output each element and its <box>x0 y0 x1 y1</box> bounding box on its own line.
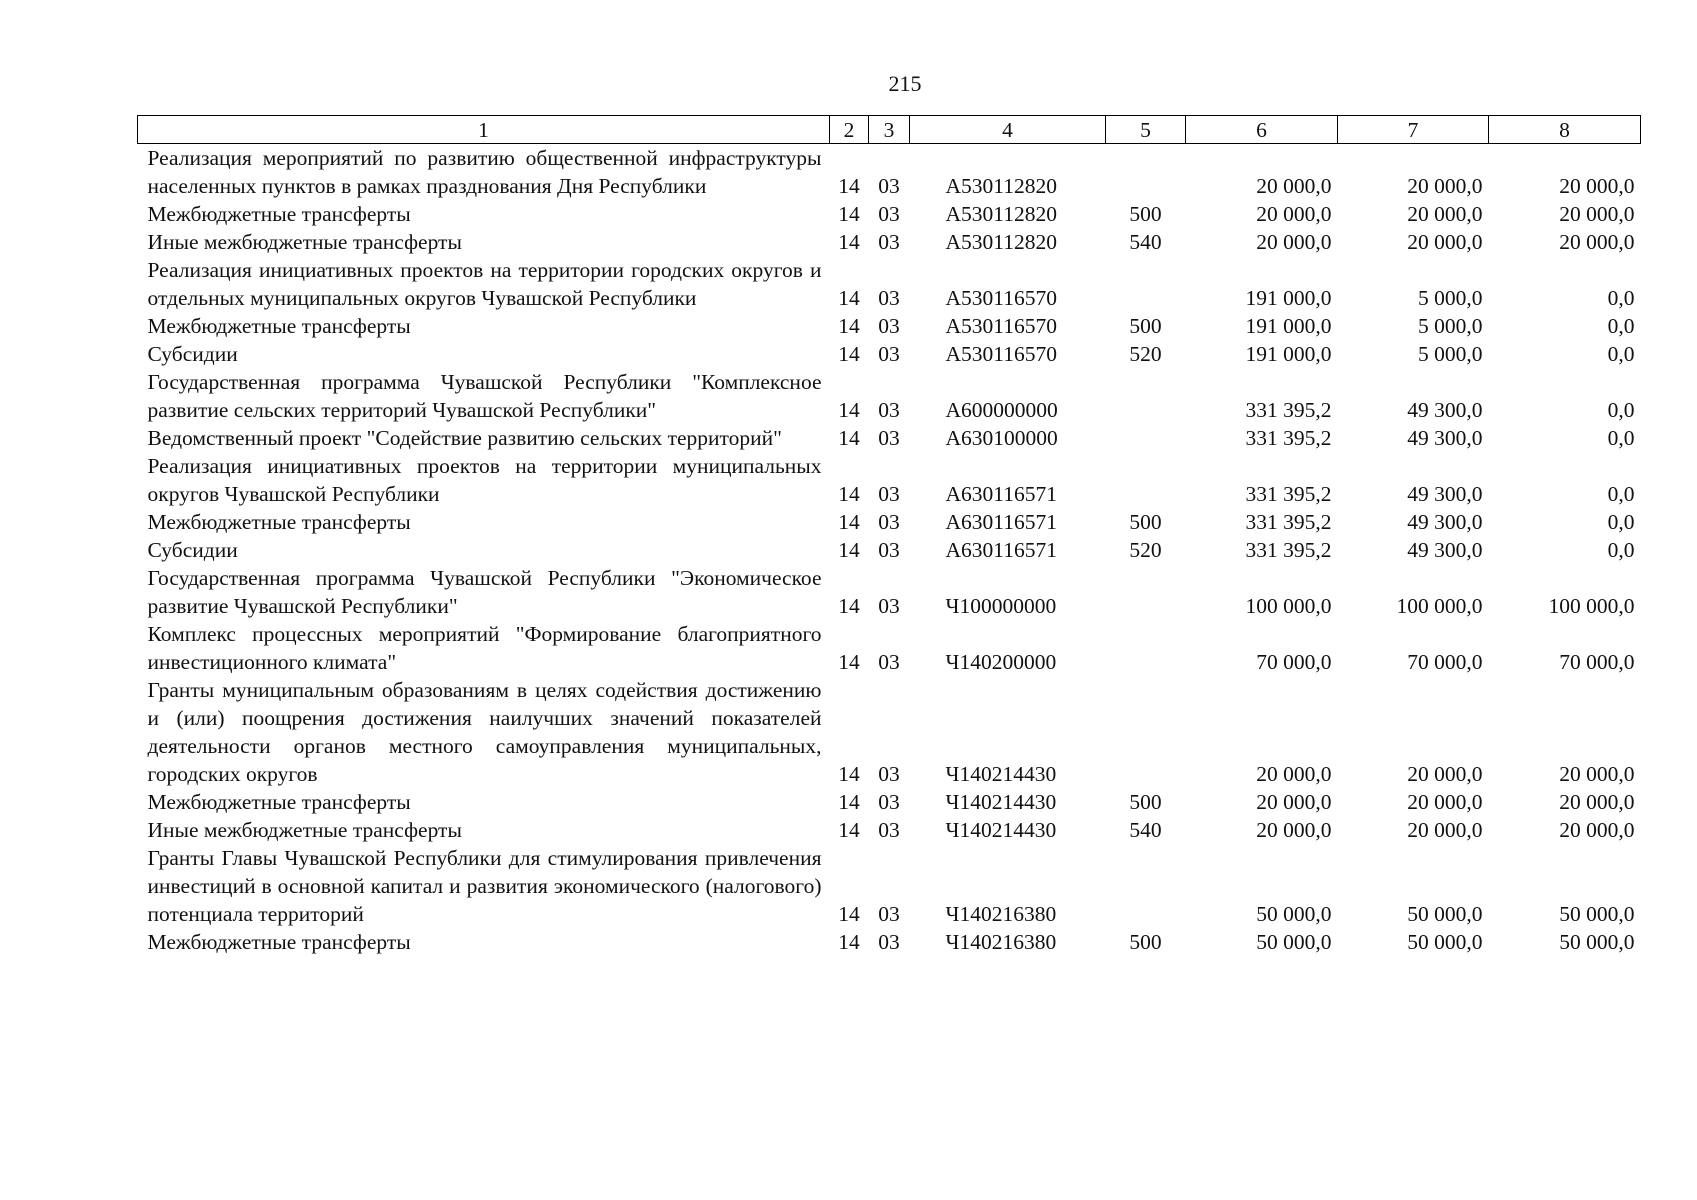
row-amount-col6-cell: 191 000,0 <box>1245 342 1332 366</box>
row-name-cell: Реализация мероприятий по развитию общественной инфраструктуры населенных пунктов в рамках празднования Дня Республики <box>147 146 822 198</box>
row-name-cell: Межбюджетные трансферты <box>147 790 411 814</box>
row-amount-col7-cell: 20 000,0 <box>1407 762 1483 786</box>
row-name-cell: Ведомственный проект "Содействие развитию сельских территорий" <box>147 426 782 450</box>
row-section-cell: 14 <box>838 818 860 842</box>
row-subsection-cell: 03 <box>878 398 900 422</box>
row-section-cell: 14 <box>838 230 860 254</box>
table-row <box>138 256 1641 312</box>
row-amount-col6-cell: 20 000,0 <box>1256 230 1332 254</box>
table-row <box>138 788 1641 816</box>
row-section-cell: 14 <box>838 762 860 786</box>
row-name-cell: Государственная программа Чувашской Республики "Экономическое развитие Чувашской Республики" <box>147 566 822 618</box>
row-amount-col8-cell: 70 000,0 <box>1559 650 1635 674</box>
header-col-6: 6 <box>1186 116 1338 144</box>
row-section-cell: 14 <box>838 902 860 926</box>
row-section-cell: 14 <box>838 398 860 422</box>
table-row <box>138 676 1641 788</box>
header-col-5: 5 <box>1106 116 1186 144</box>
row-amount-col8-cell: 0,0 <box>1607 510 1635 534</box>
row-section-cell: 14 <box>838 930 860 954</box>
row-section-cell: 14 <box>838 174 860 198</box>
row-expense-type-cell <box>1106 368 1186 424</box>
row-amount-col6-cell: 50 000,0 <box>1256 930 1332 954</box>
row-subsection-cell: 03 <box>878 818 900 842</box>
row-name-cell: Государственная программа Чувашской Республики "Комплексное развитие сельских территорий Чувашской Республики" <box>147 370 822 422</box>
table-row <box>138 844 1641 928</box>
row-amount-col7-cell: 70 000,0 <box>1407 650 1483 674</box>
row-amount-col7-cell: 49 300,0 <box>1407 398 1483 422</box>
row-section-cell: 14 <box>838 286 860 310</box>
table-row <box>138 368 1641 424</box>
header-col-3: 3 <box>869 116 910 144</box>
row-amount-col7-cell: 49 300,0 <box>1407 510 1483 534</box>
table-row <box>138 144 1641 201</box>
row-expense-type-cell: 500 <box>1129 790 1162 814</box>
row-amount-col8-cell: 0,0 <box>1607 538 1635 562</box>
row-section-cell: 14 <box>838 426 860 450</box>
table-row <box>138 928 1641 956</box>
row-amount-col6-cell: 20 000,0 <box>1256 818 1332 842</box>
row-amount-col8-cell: 20 000,0 <box>1559 762 1635 786</box>
row-name-cell: Гранты муниципальным образованиям в целях содействия достижению и (или) поощрения достижения наилучших значений показателей деятельности органов местного самоуправления муниципальных, городских округов <box>147 678 822 786</box>
row-section-cell: 14 <box>838 342 860 366</box>
row-amount-col8-cell: 50 000,0 <box>1559 930 1635 954</box>
row-target-code-cell: А530112820 <box>945 174 1057 198</box>
table-row <box>138 620 1641 676</box>
row-amount-col6-cell: 191 000,0 <box>1245 286 1332 310</box>
row-amount-col6-cell: 331 395,2 <box>1245 482 1332 506</box>
row-name-cell: Межбюджетные трансферты <box>147 510 411 534</box>
row-target-code-cell: А630116571 <box>945 482 1057 506</box>
row-amount-col7-cell: 100 000,0 <box>1396 594 1483 618</box>
row-amount-col7-cell: 50 000,0 <box>1407 902 1483 926</box>
row-name-cell: Субсидии <box>147 538 238 562</box>
row-expense-type-cell <box>1106 256 1186 312</box>
row-subsection-cell: 03 <box>878 510 900 534</box>
row-amount-col7-cell: 20 000,0 <box>1407 174 1483 198</box>
row-name-cell: Комплекс процессных мероприятий "Формирование благоприятного инвестиционного климата" <box>147 622 822 674</box>
row-name-cell: Гранты Главы Чувашской Республики для стимулирования привлечения инвестиций в основной капитал и развития экономического (налогового) потенциала территорий <box>147 846 822 926</box>
table-row <box>138 564 1641 620</box>
row-subsection-cell: 03 <box>878 174 900 198</box>
row-subsection-cell: 03 <box>878 286 900 310</box>
row-section-cell: 14 <box>838 538 860 562</box>
row-target-code-cell: Ч140214430 <box>945 818 1057 842</box>
row-amount-col6-cell: 50 000,0 <box>1256 902 1332 926</box>
row-target-code-cell: Ч140214430 <box>945 790 1057 814</box>
row-name-cell: Межбюджетные трансферты <box>147 202 411 226</box>
row-amount-col8-cell: 50 000,0 <box>1559 902 1635 926</box>
row-expense-type-cell: 520 <box>1129 342 1162 366</box>
row-amount-col6-cell: 20 000,0 <box>1256 790 1332 814</box>
row-expense-type-cell <box>1106 564 1186 620</box>
row-target-code-cell: А630100000 <box>945 426 1058 450</box>
row-name-cell: Иные межбюджетные трансферты <box>147 230 462 254</box>
row-expense-type-cell <box>1106 144 1186 201</box>
row-section-cell: 14 <box>838 482 860 506</box>
row-amount-col8-cell: 20 000,0 <box>1559 790 1635 814</box>
row-amount-col7-cell: 49 300,0 <box>1407 426 1483 450</box>
table-body <box>138 144 1641 957</box>
row-expense-type-cell: 500 <box>1129 202 1162 226</box>
row-target-code-cell: Ч140200000 <box>945 650 1057 674</box>
row-amount-col6-cell: 20 000,0 <box>1256 202 1332 226</box>
row-subsection-cell: 03 <box>878 930 900 954</box>
table-row <box>138 340 1641 368</box>
row-expense-type-cell <box>1106 676 1186 788</box>
row-subsection-cell: 03 <box>878 594 900 618</box>
row-name-cell: Иные межбюджетные трансферты <box>147 818 462 842</box>
row-expense-type-cell: 500 <box>1129 510 1162 534</box>
row-amount-col8-cell: 0,0 <box>1607 398 1635 422</box>
row-amount-col7-cell: 20 000,0 <box>1407 230 1483 254</box>
row-target-code-cell: А530116570 <box>945 342 1057 366</box>
row-subsection-cell: 03 <box>878 902 900 926</box>
row-target-code-cell: А630116571 <box>945 510 1057 534</box>
row-target-code-cell: А600000000 <box>945 398 1058 422</box>
row-amount-col6-cell: 331 395,2 <box>1245 398 1332 422</box>
row-amount-col7-cell: 49 300,0 <box>1407 538 1483 562</box>
row-amount-col8-cell: 0,0 <box>1607 426 1635 450</box>
header-col-7: 7 <box>1338 116 1489 144</box>
table-row <box>138 312 1641 340</box>
row-amount-col6-cell: 70 000,0 <box>1256 650 1332 674</box>
row-subsection-cell: 03 <box>878 650 900 674</box>
table-row <box>138 200 1641 228</box>
table-row <box>138 452 1641 508</box>
row-name-cell: Субсидии <box>147 342 238 366</box>
row-expense-type-cell: 500 <box>1129 930 1162 954</box>
row-target-code-cell: Ч140216380 <box>945 902 1057 926</box>
row-target-code-cell: Ч100000000 <box>945 594 1057 618</box>
row-amount-col7-cell: 5 000,0 <box>1418 286 1483 310</box>
row-expense-type-cell <box>1106 844 1186 928</box>
row-subsection-cell: 03 <box>878 202 900 226</box>
header-row <box>138 116 1641 144</box>
row-amount-col8-cell: 100 000,0 <box>1548 594 1635 618</box>
row-section-cell: 14 <box>838 650 860 674</box>
row-amount-col7-cell: 20 000,0 <box>1407 202 1483 226</box>
row-amount-col7-cell: 5 000,0 <box>1418 314 1483 338</box>
row-amount-col8-cell: 0,0 <box>1607 482 1635 506</box>
row-target-code-cell: А530116570 <box>945 314 1057 338</box>
budget-table <box>137 115 1641 956</box>
row-subsection-cell: 03 <box>878 314 900 338</box>
header-col-8: 8 <box>1489 116 1641 144</box>
row-section-cell: 14 <box>838 510 860 534</box>
row-target-code-cell: Ч140214430 <box>945 762 1057 786</box>
row-expense-type-cell <box>1106 620 1186 676</box>
table-row <box>138 816 1641 844</box>
row-amount-col6-cell: 331 395,2 <box>1245 426 1332 450</box>
row-amount-col6-cell: 331 395,2 <box>1245 510 1332 534</box>
row-expense-type-cell: 520 <box>1129 538 1162 562</box>
row-target-code-cell: А530112820 <box>945 230 1057 254</box>
row-name-cell: Межбюджетные трансферты <box>147 930 411 954</box>
row-section-cell: 14 <box>838 202 860 226</box>
row-amount-col7-cell: 49 300,0 <box>1407 482 1483 506</box>
row-amount-col8-cell: 0,0 <box>1607 314 1635 338</box>
header-col-2: 2 <box>830 116 869 144</box>
row-amount-col8-cell: 20 000,0 <box>1559 202 1635 226</box>
row-subsection-cell: 03 <box>878 790 900 814</box>
row-name-cell: Реализация инициативных проектов на территории городских округов и отдельных муниципальных округов Чувашской Республики <box>147 258 822 310</box>
row-subsection-cell: 03 <box>878 342 900 366</box>
row-amount-col7-cell: 50 000,0 <box>1407 930 1483 954</box>
row-expense-type-cell: 500 <box>1129 314 1162 338</box>
row-amount-col8-cell: 0,0 <box>1607 342 1635 366</box>
row-expense-type-cell <box>1106 452 1186 508</box>
row-section-cell: 14 <box>838 594 860 618</box>
table-row <box>138 508 1641 536</box>
row-expense-type-cell: 540 <box>1129 230 1162 254</box>
row-expense-type-cell <box>1106 424 1186 452</box>
row-amount-col6-cell: 191 000,0 <box>1245 314 1332 338</box>
row-amount-col8-cell: 20 000,0 <box>1559 174 1635 198</box>
row-amount-col7-cell: 20 000,0 <box>1407 818 1483 842</box>
header-col-4: 4 <box>910 116 1106 144</box>
row-target-code-cell: А630116571 <box>945 538 1057 562</box>
row-target-code-cell: Ч140216380 <box>945 930 1057 954</box>
row-subsection-cell: 03 <box>878 426 900 450</box>
row-amount-col8-cell: 20 000,0 <box>1559 230 1635 254</box>
row-subsection-cell: 03 <box>878 230 900 254</box>
row-amount-col6-cell: 20 000,0 <box>1256 762 1332 786</box>
table-row <box>138 536 1641 564</box>
table-row <box>138 228 1641 256</box>
row-section-cell: 14 <box>838 314 860 338</box>
row-amount-col8-cell: 0,0 <box>1607 286 1635 310</box>
row-section-cell: 14 <box>838 790 860 814</box>
row-amount-col7-cell: 5 000,0 <box>1418 342 1483 366</box>
row-amount-col6-cell: 331 395,2 <box>1245 538 1332 562</box>
row-name-cell: Реализация инициативных проектов на территории муниципальных округов Чувашской Республики <box>147 454 822 506</box>
row-amount-col7-cell: 20 000,0 <box>1407 790 1483 814</box>
row-name-cell: Межбюджетные трансферты <box>147 314 411 338</box>
row-amount-col6-cell: 20 000,0 <box>1256 174 1332 198</box>
header-col-1: 1 <box>138 116 830 144</box>
row-amount-col6-cell: 100 000,0 <box>1245 594 1332 618</box>
row-subsection-cell: 03 <box>878 762 900 786</box>
row-target-code-cell: А530116570 <box>945 286 1057 310</box>
table-row <box>138 424 1641 452</box>
row-subsection-cell: 03 <box>878 482 900 506</box>
row-amount-col8-cell: 20 000,0 <box>1559 818 1635 842</box>
row-expense-type-cell: 540 <box>1129 818 1162 842</box>
page-number: 215 <box>888 71 922 96</box>
row-subsection-cell: 03 <box>878 538 900 562</box>
row-target-code-cell: А530112820 <box>945 202 1057 226</box>
